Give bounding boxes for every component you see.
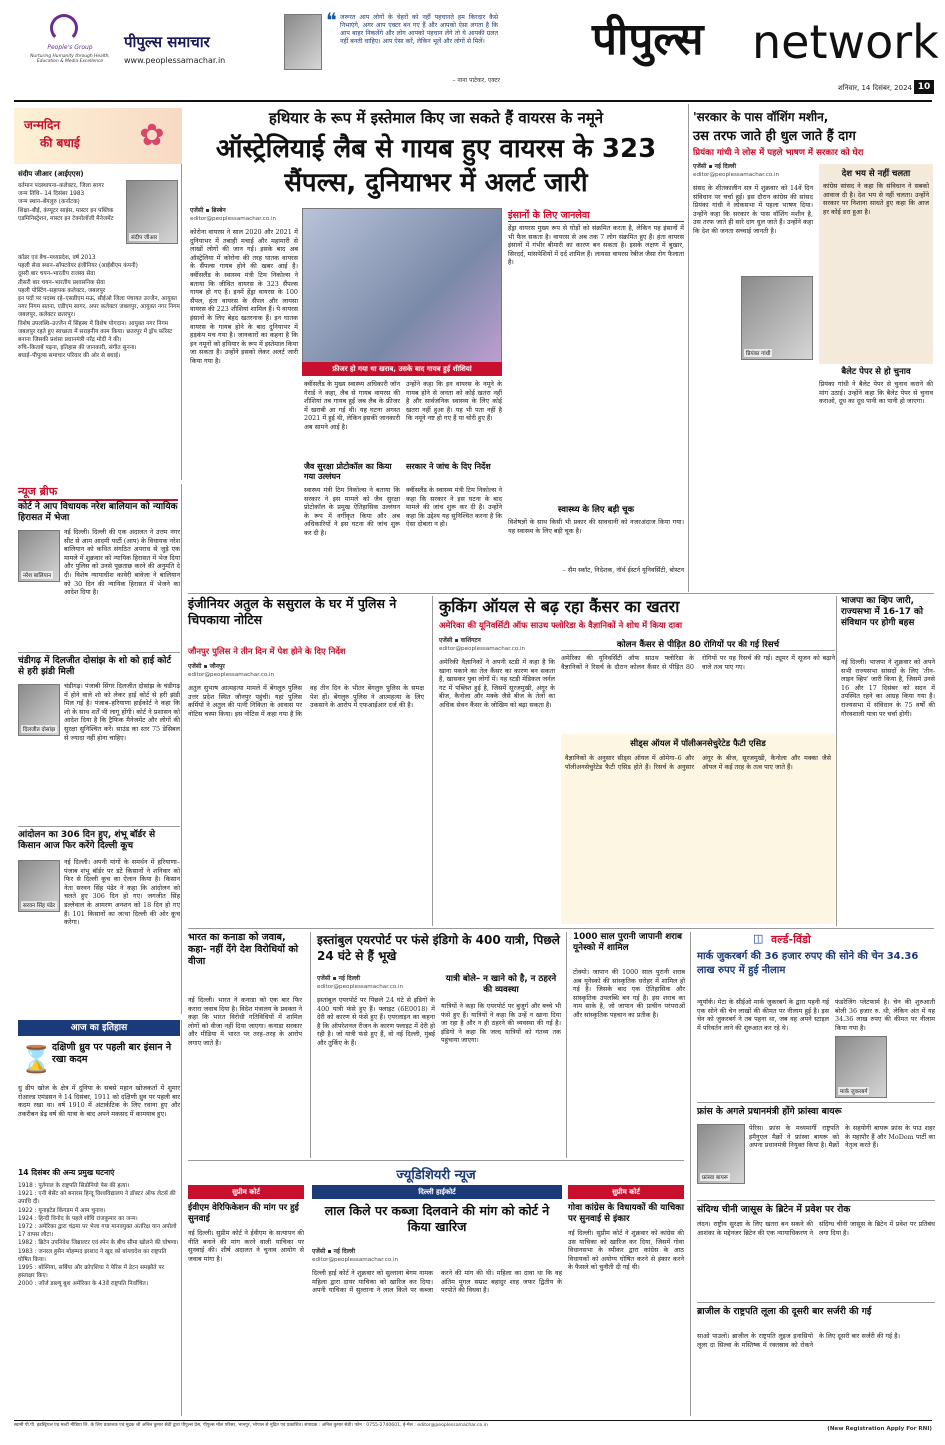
istanbul-email: editor@peoplessamachar.co.in [317,984,404,990]
quote-author-photo [284,14,322,70]
world-divider [697,1302,935,1303]
ballot-body: प्रियंका गांधी ने बैलेट पेपर से चुनाव कराने की मांग उठाई। उन्होंने कहा कि बैलेट पेपर से चुनाव कराओ, दूध का दूध पानी का पानी हो जाएगा। [819,380,933,406]
seed-oil-box [561,734,835,924]
cancer-email: editor@peoplessamachar.co.in [439,646,526,652]
sake-headline: 1000 साल पुरानी जापानी शराब यूनेस्को में शामिल [573,932,683,953]
france-headline: फ्रांस के अगले प्रधानमंत्री होंगे फ्रांस्वा बायरू [697,1106,842,1117]
fear-body: कांग्रेस सांसद ने कहा कि संविधान ने सबको आवाज दी है। देश भय से नहीं चलता। उन्होंने सरकार पर निशाना साधते हुए कहा कि आज हर कोई डरा हुआ है। [823,182,929,216]
sc-body: नई दिल्ली। सुप्रीम कोर्ट ने ईवीएम के सत्यापन की नीति बनाने की मांग करने वाली याचिका पर सुनवाई की। शीर्ष अदालत ने चुनाव आयोग से जवाब मांगा है। [188,1229,304,1263]
cancer-box-title: कोलन कैंसर से पीड़ित 80 रोगियों पर की गई रिसर्च [561,638,835,651]
events-list [18,1182,180,1414]
istanbul-body2: यात्रियों ने कहा कि एयरपोर्ट पर बुजुर्ग और बच्चे भी फंसे हुए हैं। यात्रियों ने कहा कि उन्हें न खाना दिया जा रहा है और न ही ठहरने की व्यवस्था की गई है। इंडिगो ने कहा कि जल्द यात्रियों को गंतव्य तक पहुंचाया जाएगा। [441,1002,561,1045]
brief-divider [18,652,180,653]
bjp-headline: भाजपा का व्हिप जारी, राज्यसभा में 16-17 को संविधान पर होगी बहस [841,596,924,628]
lead-headline: ऑस्ट्रेलियाई लैब से गायब हुए वायरस के 323 सैंपल्स, दुनियाभर में अलर्ट जारी [215,134,657,198]
goa-tag: सुप्रीम कोर्ट [568,1185,684,1199]
page-number: 10 [914,80,934,94]
cancer-subhead: अमेरिका की यूनिवर्सिटी ऑफ साउथ फ्लोरिडा के वैज्ञानिकों ने शोध में किया दावा [439,620,683,630]
probe-body: क्वींसलैंड के स्वास्थ्य मंत्री टिम निकोल्स ने कहा कि सरकार ने इस घटना के बाद मामले की जांच शुरू कर दी है। उन्होंने कहा कि उद्देश्य यह सुनिश्चित करना है कि ऐसा दोबारा न हो। [406,486,502,529]
issue-date: शनिवार, 14 दिसंबर, 2024 [838,84,912,92]
section-divider [188,593,934,594]
world-divider [697,1102,935,1103]
website-link[interactable]: www.peoplessamachar.in [124,56,226,65]
quote-author: – नाना पाटेकर, एक्टर [452,77,500,84]
hc-email: editor@peoplessamachar.co.in [312,1257,399,1263]
cancer-byline: एजेंसी ▪ वाशिंगटन [439,637,481,644]
masthead [0,0,945,104]
event-item: 1983 : जनरल हुसैन मोहम्मद इरशाद ने खुद को बांग्लादेश का राष्ट्रपति घोषित किया। [18,1248,167,1263]
birthday-line: पहली सेवा स्थान–सॉफ्टवेयर इंजीनियर (आईबीएम कंपनी) [18,263,138,270]
zuck-body: न्यूयॉर्क। मेटा के सीईओ मार्क जुकरबर्ग के द्वारा पहनी गई एक सोने की चेन लाखों की कीमत पर नीलाम हुई है। इस चेन को जुकरबर्ग ने तब पहना था, जब वह अपने स्टाइल में परिवर्तन लाने की शुरुआत कर रहे थे। [697,998,829,1032]
event-item: 1922 : यूनाइटेड किंगडम में आम चुनाव। [18,1207,106,1214]
side-title: इंसानों के लिए जानलेवा [508,208,684,222]
lead-photo [302,208,502,376]
probe-title: सरकार ने जांच के दिए निर्देश [406,462,491,471]
birthday-lines [18,182,126,252]
flower-icon: ✿ [139,118,165,153]
birthday-line: बधाई–पीपुल्स समाचार परिवार की ओर से बधाई। [18,353,121,360]
event-item: 2000 : जॉर्ज डब्ल्यू बुश अमेरिका के 43वें राष्ट्रपति निर्वाचित। [18,1281,149,1288]
birthday-name: संदीप जीआर (आईएएस) [18,170,84,178]
fear-title: देश भय से नहीं चलता [841,169,911,179]
group-name: People's Group [47,44,93,51]
lead-kicker: हथियार के रूप में इस्तेमाल किए जा सकते हैं वायरस के नमूने [268,109,604,127]
footer-divider [14,1420,932,1421]
zuck-photo: मार्क जुकरबर्ग [835,1036,887,1098]
masthead-divider [14,100,932,102]
brand-hindi: पीपुल्स [592,14,704,65]
event-item: 1982 : ब्रिटेन उपनिवेश जिब्राल्टर एवं स्पेन के बीच सीमा खोलने की घोषणा। [18,1240,179,1247]
news-brief-section [14,484,182,1014]
istanbul-quote: यात्री बोले– न खाने को है, न ठहरने की व्यवस्था [445,974,557,995]
birthday-header-1: जन्मदिन [24,118,61,132]
zuck-headline: मार्क जुकरबर्ग की 36 हजार रुपए की सोने की चेन 34.36 लाख रुपए में हुई नीलाम [697,951,919,976]
footer-registration: (New Registration Apply For RNI) [827,1426,932,1432]
atul-body: अतुल सुभाष आत्महत्या मामले में बेंगलुरु पुलिस उत्तर प्रदेश स्थित जौनपुर पहुंची। यहां पुलिस कर्मियों ने अतुल की पत्नी निकिता के आवास पर नोटिस चस्पा किया। इस नोटिस में कहा गया है कि वह तीन दिन के भीतर बेंगलुरु पुलिस के समक्ष पेश हों। बेंगलुरु पुलिस ने आत्महत्या के लिए उकसाने के आरोप में एफआईआर दर्ज की है। [188,684,424,718]
paper-name: पीपुल्स समाचार [124,33,210,51]
istanbul-headline: इस्तांबुल एयरपोर्ट पर फंसे इंडिगो के 400 यात्री, पिछले 24 घंटे से हैं भूखे [317,933,560,963]
brief-body: चंडीगढ़। पंजाबी सिंगर दिलजीत दोसांझ के चंडीगढ़ में होने वाले शो को लेकर हाई कोर्ट से हरी झंडी मिल गई है। पंजाब–हरियाणा हाईकोर्ट ने कहा कि शो के साथ शर्तें भी लागू होंगी। कोर्ट ने प्रशासन को आदेश दिया है कि ट्रैफिक मैनेजमेंट और लोगों की सुरक्षा सुनिश्चित करें। साउंड का स्तर 75 डेसिबल से ज्यादा नहीं होना चाहिए। [64,682,180,742]
bjp-story [836,596,934,926]
hc-headline: लाल किले पर कब्जा दिलवाने की मांग को कोर्ट ने किया खारिज [324,1203,550,1234]
fear-box [819,164,933,364]
birthday-section [14,108,182,480]
cancer-body: अमेरिकी वैज्ञानिकों ने अपनी स्टडी में कहा है कि खाना पकाने का तेल कैंसर का कारण बन सकता है, खासकर युवा लोगों में। यह स्टडी मेडिकल जर्नल गट में पब्लिश हुई है, जिसमें सूरजमुखी, अंगूर के बीज, कैनोला और मक्के जैसे बीज के तेलों का अधिक सेवन कैंसर के जोखिम को बढ़ा सकता है। [439,658,555,709]
event-item: 1924 : हिन्दी विनोद के पहले शोधि राजकुमार का जन्म। [18,1215,138,1222]
goa-headline: गोवा कांग्रेस के विधायकों की याचिका पर सुनवाई से इंकार [568,1203,684,1224]
group-logo [50,14,78,42]
side-sub-title: स्वास्थ्य के लिए बड़ी चूक [557,505,635,515]
istanbul-byline: एजेंसी ▪ नई दिल्ली [317,975,361,982]
sc-tag: सुप्रीम कोर्ट [188,1185,304,1199]
judiciary-header: ज्यूडिशियरी न्यूज [396,1168,476,1183]
birthday-photo: संदीप जीआर [126,180,178,244]
birthday-line: इन पदों पर पदस्थ रहे–एसडीएम मऊ, सीईओ जिला पंचायत उज्जैन, आयुक्त नगर निगम सतना, एडीएम सागर, अपर कलेक्टर जबलपुर, आयुक्त नगर निगम जबलपुर, कलेक्टर छतरपुर। [18,296,180,319]
event-item: 1995 : बोस्निया, सर्बिया और क्रोएशिया ने पेरिस में डेटन समझौते पर हस्ताक्षर किए। [18,1265,165,1280]
footer-text: स्वामी पी.पी. इंडस्ट्रियल एंड मल्टी मीडिया लि. के लिए प्रकाशक एवं मुद्रक श्री अनिल कुमार सेठी द्वारा पीपुल्स प्रेस, पीपुल्स मॉल परिसर, भानपुर, भोपाल से मुद्रित एवं प्रकाशित। संपादक : अनिल कुमार सेठी। फोन : 0755-2740601, ई-मेल : editor@peoplessamachar.co.in [14,1423,488,1428]
zuck-side: फंडरेजिंग प्लेटफार्म है। चेन की शुरुआती बोली 36 हजार रु. थी, लेकिन अंत में यह 34.36 लाख रुपए की कीमत पर नीलाम किया गया है। [835,998,935,1032]
seed-oil-title: सीड्स ऑयल में पॉलीअनसेचुरेटेड फैटी एसिड [630,738,766,748]
sc-headline: ईवीएम वेरिफिकेशन की मांग पर हुई सुनवाई [188,1203,299,1224]
birthday-line: कॉडर एवं बैच–मध्यप्रदेश, वर्ष 2013 [18,255,96,261]
globe-icon: ◫ [753,932,764,945]
lead-col1: कोरोना वायरस ने साल 2020 और 2021 में दुनियाभर में तबाही मचाई और महामारी से लाखों लोगों की जान गई। इसके बाद अब ऑस्ट्रेलिया में कोरोना की तरह घातक वायरस के सैंपल्स गायब होने की खबर आई है। क्वींसलैंड के स्वास्थ्य मंत्री टिम निकोल्स ने बताया कि जीवित वायरस के 323 सैंपल्स गायब हो गए हैं। इनमें हेंड्रा वायरस के 100 सैंपल, हंता वायरस के सैंपल और लायसा वायरस की 223 शीशियां शामिल हैं। ये वायरस इंसानों के लिए बेहद खतरनाक हैं। इन घातक वायरस के गायब होने के बाद दुनियाभर में हड़कंप मच गया है। जानकारों का कहना है कि इन नमूनों को हथियार के रूप में इस्तेमाल किया जा सकता है। उन्होंने इसको लेकर अलर्ट जारी किया गया है। [190,228,298,365]
sake-body: टोक्यो। जापान की 1000 साल पुरानी शराब अब यूनेस्को की सांस्कृतिक धरोहर में शामिल हो गई है। जिसके बाद एक ऐतिहासिक और सांस्कृतिक उपलब्धि बन गई है। इस शराब का नाम साके है, जो जापान की प्राचीन परंपराओं और सांस्कृतिक पहचान का प्रतीक है। [573,968,685,1019]
news-brief-header: न्यूज ब्रीफ [18,484,178,501]
birthday-header-2: की बधाई [40,136,80,150]
lead-col3: उन्होंने कहा कि इन वायरस के नमूने के गायब होने से जनता को कोई खतरा नहीं है और सार्वजनिक स्वास्थ्य के लिए कोई खतरा नहीं हुआ है। यह भी पता नहीं है कि नमूने नष्ट हो गए हैं या चोरी हुए हैं। [406,380,502,423]
seed-oil-body: वैज्ञानिकों के अनुसार सीड्स ऑयल में ओमेगा–6 और पॉलीअनसेचुरेटेड फैटी एसिड होते हैं। रिसर्च के अनुसार अंगूर के बीज, सूरजमुखी, कैनोला और मक्का जैसे ऑयल में कई तरह के तत्व पाए जाते हैं। [565,754,831,771]
world-label: वर्ल्ड-विंडो [771,933,811,946]
birthday-line: पहली पोस्टिंग–सहायक कलेक्टर, जबलपुर [18,287,106,294]
hourglass-icon: ⌛ [20,1045,53,1075]
side-sub-body: विशेषज्ञों के साथ किसी भी प्रकार की सावधानी को नजरअंदाज किया गया। यह स्वास्थ्य के लिए बड़ी चूक है। [508,518,684,535]
priyanka-body: संसद के शीतकालीन सत्र में शुक्रवार को 14वें दिन संविधान पर चर्चा हुई। इस दौरान कांग्रेस की सांसद प्रियंका गांधी ने लोकसभा में पहला भाषण दिया। उन्होंने कहा कि सरकार के पास वॉशिंग मशीन है, उस तरफ जाते ही सारे दाग धुल जाते हैं। उन्होंने कहा कि देश की जनता सच्चाई जानती है। [693,184,813,235]
hc-byline: एजेंसी ▪ नई दिल्ली [312,1248,356,1255]
brief-title: कोर्ट ने आप विधायक नरेश बालियान को न्यायिक हिरासत में भेजा [18,502,178,523]
birthday-line: विशेष उपलब्धि–उज्जैन में सिंहस्थ में विशेष योगदान। आयुक्त नगर निगम जबलपुर रहते हुए स्वच्छता में सराहनीय काम किया। छतरपुर में ड्रॉप फॉरेस्ट बनाना जिसकी प्रशंसा प्रधानमंत्री नरेंद्र मोदी ने की। [18,320,173,344]
brief-photo: दिलजीत दोसांझ [18,684,60,736]
priyanka-subhead: प्रियंका गांधी ने लोस में पहले भाषण में सरकार को घेरा [693,148,864,158]
lead-col2: क्वींसलैंड के मुख्य स्वास्थ्य अधिकारी जॉन गेरार्ड ने कहा, लैब से गायब वायरस की शीशियां तब गायब हुईं जब लैब के फ्रीजर में खराबी आ गई थी। यह घटना अगस्त 2021 में हुई थी, लेकिन इसकी जानकारी अब सामने आई है। [304,380,400,431]
biosecurity-body: स्वास्थ्य मंत्री टिम निकोल्स ने बताया कि सरकार ने इस मामले को जैव सुरक्षा प्रोटोकॉल के प्रमुख ऐतिहासिक उल्लंघन के रूप में वर्गीकृत किया और अब अधिकारियों ने इस घटना की जांच शुरू कर दी है। [304,486,400,537]
birthday-line: जन्म तिथि– 14 दिसंबर 1983 [18,191,85,198]
priyanka-kicker: 'सरकार के पास वॉशिंग मशीन, [693,110,829,124]
canada-body: नई दिल्ली। भारत ने कनाडा को एक बार फिर करारा जवाब दिया है। विदेश मंत्रालय के प्रवक्ता ने कहा कि भारत विरोधी गतिविधियों में शामिल लोगों को वीजा नहीं दिया जाएगा। कनाडा सरकार और मीडिया में भारत पर तरह–तरह के आरोप लगाए जाते हैं। [188,996,302,1047]
china-body: लंदन। राष्ट्रीय सुरक्षा के लिए खतरा बन सकने की आशंका के मद्देनजर ब्रिटेन की एक न्यायाधिकरण ने संदिग्ध चीनी जासूस के ब्रिटेन में प्रवेश पर प्रतिबंध लगा दिया है। [697,1220,935,1237]
biosecurity-title: जैव सुरक्षा प्रोटोकॉल का किया गया उल्लंघन [304,462,392,481]
side-body: हेंड्रा वायरस मुख्य रूप से घोड़ों को संक्रमित करता है, लेकिन यह इंसानों में भी फैल सकता है। वायरस से अब तक 7 लोग संक्रमित हुए हैं। हंता वायरस इंसानों में गंभीर बीमारी का कारण बन सकता है। इसके लक्षण में बुखार, सिरदर्द, मांसपेशियों में दर्द शामिल हैं। लायसा वायरस रेबीज जैसा रोग फैलाता है। [508,224,684,267]
ballot-title: बैलेट पेपर से हो चुनाव [841,367,911,377]
brief-body: नई दिल्ली। अपनी मांगों के समर्थन में हरियाणा–पंजाब शंभू बॉर्डर पर डटे किसानों ने शनिवार को फिर से दिल्ली कूच का ऐलान किया है। किसान नेता सरवन सिंह पंढेर ने कहा कि आंदोलन को चलते हुए 306 दिन हो गए। जगजीत सिंह डल्लेवाल के आमरण अनशन को 18 दिन हो गए हैं। 101 किसानों का जत्था दिल्ली की ओर कूच करेगा। [64,858,180,927]
events-header: 14 दिसंबर की अन्य प्रमुख घटनाएं [18,1168,115,1177]
event-item: 1972 : अमेरिका द्वारा चंद्रमा पर भेजा गया मानवयुक्त अंतरिक्ष यान अपोलो 17 वापस लौटा। [18,1224,177,1239]
atul-subhead: जौनपुर पुलिस ने तीन दिन में पेश होने के दिए निर्देश [188,646,346,656]
birthday-line: दूसरी बार चयन–भारतीय राजस्व सेवा [18,271,95,278]
history-body: धु व्रीय खोज के क्षेत्र में दुनिया के सबसे महान खोजकर्ता में शुमार रोआल्ड एमंडसन ने 14 दिसंबर, 1911 को दक्षिणी ध्रुव पर पहली बार कदम रखा था। वर्ष 1910 में अंटार्कटिक के लिए रवाना हुए और तकरीबन डेढ़ वर्ष की यात्रा के बाद अपने मकसद में कामयाब हुए। [18,1084,180,1118]
world-window [690,932,934,1416]
group-tagline: Nurturing Humanity through Health, Education & Media Excellence [30,54,110,65]
history-section [14,1020,182,1416]
priyanka-byline: एजेंसी ▪ नई दिल्ली [693,163,737,170]
atul-story [188,596,426,926]
birthday-line: जन्म स्थान–बेंगलुरु (कर्नाटक) [18,199,80,206]
event-item: 1918 : पुर्तगाल के राष्ट्रपति सिडोनियो पेस की हत्या। [18,1183,130,1189]
quote-mark-icon: ❝ [326,8,337,32]
lead-story [188,104,684,592]
brief-divider [18,826,180,827]
brand-english: network [752,15,939,69]
event-item: 1921 : एनी बेसेंट को बनारस हिन्दू विश्वविद्यालय ने डॉक्टर ऑफ लेटर्स की उपाधि दी। [18,1191,176,1206]
brief-photo: सरवन सिंह पंढेर [18,860,60,912]
canada-story [188,932,304,1158]
bjp-body: नई दिल्ली। भाजपा ने शुक्रवार को अपने सभी राज्यसभा सांसदों के लिए 'तीन-लाइन व्हिप' जारी किया है, जिसमें उनसे 16 और 17 दिसंबर को सदन में उपस्थित रहने का आग्रह किया गया है। राज्यसभा में संविधान के 75 वर्षों की गौरवशाली यात्रा पर चर्चा होगी। [841,658,935,718]
priyanka-photo: प्रियंका गांधी [741,276,813,360]
birthday-line: रुचि–किताबें पढ़ना, इतिहास की जानकारी, संगीत सुनना। [18,345,137,352]
brief-title: आंदोलन का 306 दिन हुए, शंभू बॉर्डर से किसान आज फिर करेंगे दिल्ली कूच [18,830,156,851]
china-headline: संदिग्ध चीनी जासूस के ब्रिटेन में प्रवेश पर रोक [697,1204,851,1215]
history-header: आज का इतिहास [18,1020,180,1036]
cancer-story [432,596,834,926]
history-title: दक्षिणी ध्रुव पर पहली बार इंसान ने रखा कदम [52,1042,172,1065]
birthday-line: शिक्षा–बीई, कंप्यूटर साइंस, मास्टर इन पब्लिक एडमिनिस्ट्रेशन, मास्टर इन टेक्नोलॉजी मैनेजमेंट [18,207,114,222]
lead-email: editor@peoplessamachar.co.in [190,216,277,222]
canada-headline: भारत का कनाडा को जवाब, कहा- नहीं देंगे देश विरोधियों को वीजा [188,932,299,967]
goa-body: नई दिल्ली। सुप्रीम कोर्ट ने शुक्रवार को कांग्रेस की उस याचिका को खारिज कर दिया, जिसमें गोवा विधानसभा के स्पीकर द्वारा कांग्रेस के आठ विधायकों को अयोग्य घोषित करने से इंकार करने के फैसले को चुनौती दी गई थी। [568,1229,684,1272]
istanbul-story [310,932,560,1158]
priyanka-email: editor@peoplessamachar.co.in [693,172,780,178]
priyanka-story [688,104,934,592]
hc-body: दिल्ली हाई कोर्ट ने शुक्रवार को सुल्ताना बेगम नामक महिला द्वारा दायर याचिका को खारिज कर दिया। अपनी याचिका में सुल्ताना ने लाल किले पर कब्जा करने की मांग की थी। महिला का दावा था कि वह अंतिम मुगल सम्राट बहादुर शाह जफर द्वितीय के परपोते की विधवा है। [312,1269,562,1295]
birthday-lines-rest [18,254,180,476]
atul-byline: एजेंसी ▪ जौनपुर [188,663,225,670]
france-photo: फ्रांस्वा बायरू [697,1124,745,1184]
cancer-headline: कुकिंग ऑयल से बढ़ रहा कैंसर का खतरा [439,597,680,616]
lead-photo-caption: फ्रीजर हो गया था खराब, उसके बाद गायब हुई शीशियां [302,362,502,376]
side-signature: – सैम स्कॉट, निदेशक, नॉर्थ ईस्टर्न यूनिवर्सिटी, बोस्टन [562,566,684,574]
judiciary-section [188,1160,684,1416]
sake-story [566,932,684,1158]
quote-text: जरूरत आप लोगों के चेहरों को नहीं पहचानते हम किरदार कैसे निभाएंगे, अगर आप एक्टर बन गए हैं और आपको ऐसा लगता है कि आप बाहर निकलेंगे और लोग आपको पहचान लेंगे तो ये आपकी ग्रलत नहीं बनती चाहिए। आप ऐसा करें, लेकिन भूलें और लोगों से मिलें। [340,14,498,45]
world-divider [697,1200,935,1201]
birthday-line: वर्तमान पदस्थापना–कलेक्टर, जिला सागर [18,183,104,189]
hc-tag: दिल्ली हाईकोर्ट [312,1185,562,1199]
atul-headline: इंजीनियर अतुल के ससुराल के घर में पुलिस ने चिपकाया नोटिस [188,596,397,627]
brief-body: नई दिल्ली। दिल्ली की एक अदालत ने उत्तम नगर सीट से आम आदमी पार्टी (आप) के विधायक नरेश बालियान को कथित संगठित अपराध से जुड़े एक मामले में शुक्रवार को न्यायिक हिरासत में भेज दिया और पुलिस को उनसे पूछताछ करने की अनुमति दे दी। विशेष न्यायाधीश कावेरी बावेजा ने बालियान को 30 दिन की न्यायिक हिरासत में भेजने का आदेश दिया है। [64,528,180,597]
brief-title: चंडीगढ़ में दिलजीत दोसांझ के शो को हाई कोर्ट से हरी झंडी मिली [18,656,172,677]
section-divider [188,928,934,929]
brazil-headline: ब्राजील के राष्ट्रपति लूला की दूसरी बार सर्जरी की गई [697,1306,872,1317]
atul-email: editor@peoplessamachar.co.in [188,672,275,678]
brazil-body: साओ पाउलो। ब्राजील के राष्ट्रपति लुइज इनासियो लूला दा सिल्वा के मस्तिष्क में रक्तस्राव को रोकने के लिए दूसरी बार सर्जरी की गई है। [697,1332,900,1349]
priyanka-headline: उस तरफ जाते ही धुल जाते हैं दाग [693,129,856,144]
brief-photo: नरेश बालियान [18,530,60,582]
lead-byline: एजेंसी ▪ ब्रिस्बेन [190,207,226,214]
istanbul-body: इस्तांबुल एयरपोर्ट पर पिछले 24 घंटे से इंडिगो के 400 यात्री फंसे हुए हैं। फ्लाइट (6E0018) में देरी को कारण से फंसे हुए हैं। एयरलाइन का कहना है कि ऑपरेशनल रीजन के कारण फ्लाइट में देरी हो रही है। जो यात्री फंसे हुए हैं, वो नई दिल्ली, मुंबई और तुर्किए के हैं। [317,996,435,1047]
cancer-box-body: अमेरिका की यूनिवर्सिटी ऑफ साउथ फ्लोरिडा के वैज्ञानिकों ने रिसर्च के दौरान कोलन कैंसर से पीड़ित 80 रोगियों पर यह रिसर्च की गई। ट्यूमर में सूजन को बढ़ाने वाले तत्व पाए गए। [561,654,835,671]
birthday-line: तीसरी बार चयन–भारतीय प्रशासनिक सेवा [18,279,105,286]
france-body: पेरिस। फ्रांस के मध्यमार्गी राष्ट्रपति इमैनुएल मैक्रों ने फ्रांस्वा बायरू को अपना प्रधानमंत्री नियुक्त किया है। मैक्रों के सहयोगी बायरू फ्रांस के पाउ शहर के महापौर हैं और MoDem पार्टी का नेतृत्व करते हैं। [749,1124,935,1150]
